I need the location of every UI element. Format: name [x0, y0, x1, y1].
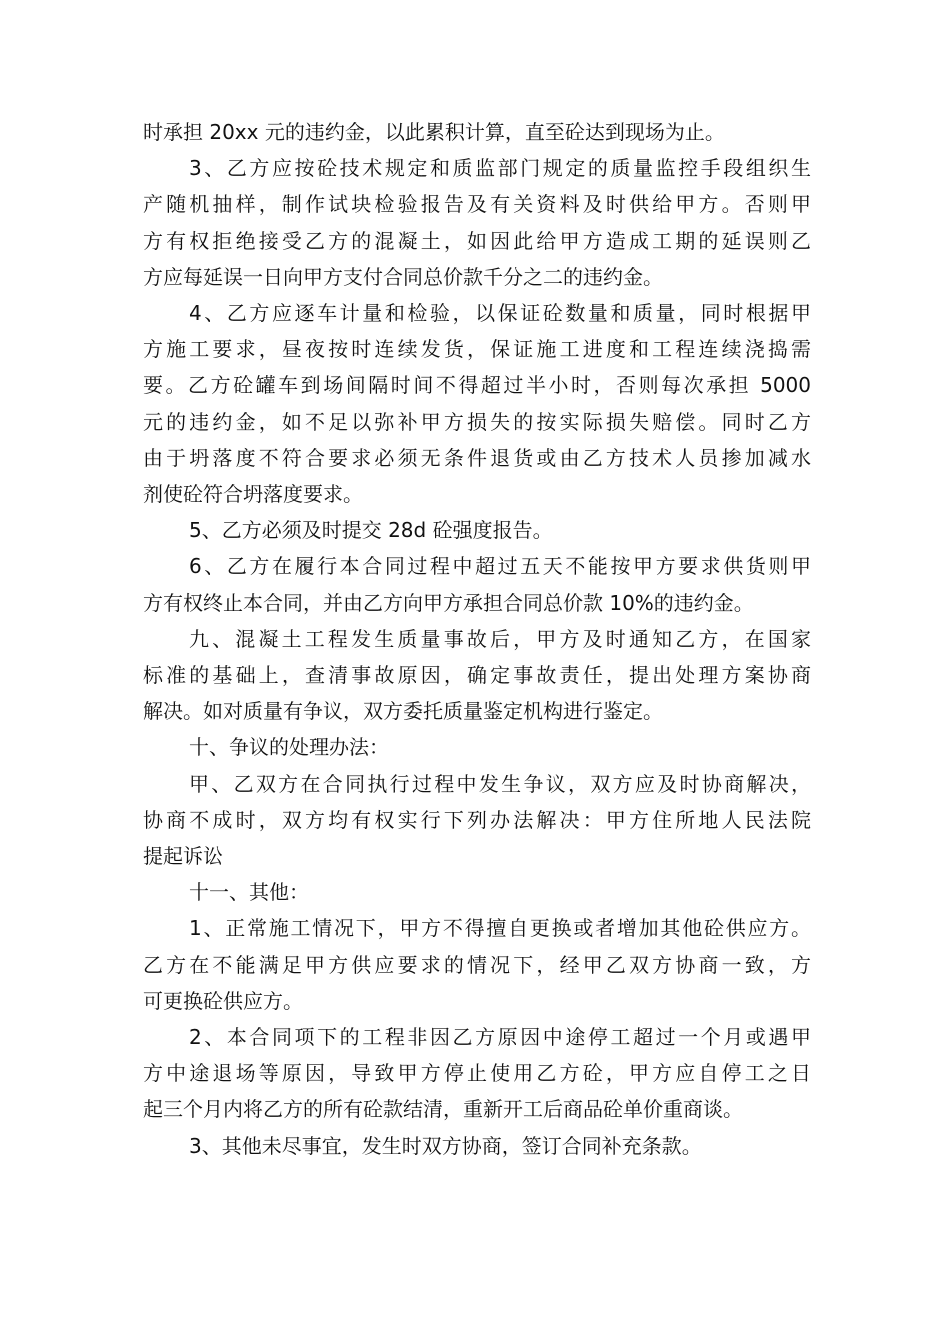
text-line: 3、其他未尽事宜，发生时双方协商，签订合同补充条款。	[189, 1133, 702, 1158]
text-line: 方应每延误一日向甲方支付合同总价款千分之二的违约金。	[143, 264, 663, 289]
text-line: 方有权拒绝接受乙方的混凝土，如因此给甲方造成工期的延误则乙	[143, 228, 811, 253]
document-body	[143, 114, 811, 1164]
text-line: 方中途退场等原因，导致甲方停止使用乙方砼，甲方应自停工之日	[143, 1061, 811, 1086]
paragraph	[143, 910, 811, 1019]
paragraph	[143, 1019, 811, 1128]
paragraph	[143, 874, 811, 910]
text-line: 可更换砼供应方。	[143, 988, 303, 1013]
text-line: 起三个月内将乙方的所有砼款结清，重新开工后商品砼单价重商谈。	[143, 1097, 743, 1122]
paragraph	[143, 512, 811, 548]
text-line: 产随机抽样，制作试块检验报告及有关资料及时供给甲方。否则甲	[143, 192, 811, 217]
text-line: 十一、其他：	[189, 880, 309, 905]
text-line: 时承担 20xx 元的违约金，以此累积计算，直至砼达到现场为止。	[143, 120, 725, 144]
text-line: 九、混凝土工程发生质量事故后，甲方及时通知乙方，在国家	[189, 626, 811, 651]
paragraph	[143, 1128, 811, 1164]
text-line: 要。乙方砼罐车到场间隔时间不得超过半小时，否则每次承担 5000	[143, 373, 811, 398]
paragraph	[143, 766, 811, 875]
text-line: 协商不成时，双方均有权实行下列办法解决：甲方住所地人民法院	[143, 807, 811, 832]
text-line: 4、乙方应逐车计量和检验，以保证砼数量和质量，同时根据甲	[189, 301, 811, 326]
paragraph	[143, 621, 811, 730]
text-line: 由于坍落度不符合要求必须无条件退货或由乙方技术人员掺加减水	[143, 445, 811, 470]
text-line: 解决。如对质量有争议，双方委托质量鉴定机构进行鉴定。	[143, 699, 663, 724]
text-line: 方施工要求，昼夜按时连续发货，保证施工进度和工程连续浇捣需	[143, 337, 811, 362]
paragraph	[143, 150, 811, 295]
paragraph	[143, 114, 811, 150]
text-line: 1、正常施工情况下，甲方不得擅自更换或者增加其他砼供应方。	[189, 916, 811, 941]
text-line: 十、争议的处理办法：	[189, 735, 389, 760]
text-line: 5、乙方必须及时提交 28d 砼强度报告。	[189, 518, 553, 543]
text-line: 乙方在不能满足甲方供应要求的情况下，经甲乙双方协商一致，方	[143, 952, 811, 977]
paragraph	[143, 729, 811, 765]
text-line: 2、本合同项下的工程非因乙方原因中途停工超过一个月或遇甲	[189, 1025, 811, 1050]
text-line: 方有权终止本合同，并由乙方向甲方承担合同总价款 10%的违约金。	[143, 590, 754, 615]
text-line: 标准的基础上，查清事故原因，确定事故责任，提出处理方案协商	[143, 663, 811, 688]
text-line: 元的违约金，如不足以弥补甲方损失的按实际损失赔偿。同时乙方	[143, 409, 811, 434]
paragraph	[143, 295, 811, 512]
text-line: 提起诉讼	[143, 844, 223, 869]
text-line: 6、乙方在履行本合同过程中超过五天不能按甲方要求供货则甲	[189, 554, 811, 579]
paragraph	[143, 548, 811, 620]
text-line: 剂使砼符合坍落度要求。	[143, 482, 363, 507]
text-line: 3、乙方应按砼技术规定和质监部门规定的质量监控手段组织生	[189, 156, 811, 181]
text-line: 甲、乙双方在合同执行过程中发生争议，双方应及时协商解决，	[189, 771, 811, 796]
